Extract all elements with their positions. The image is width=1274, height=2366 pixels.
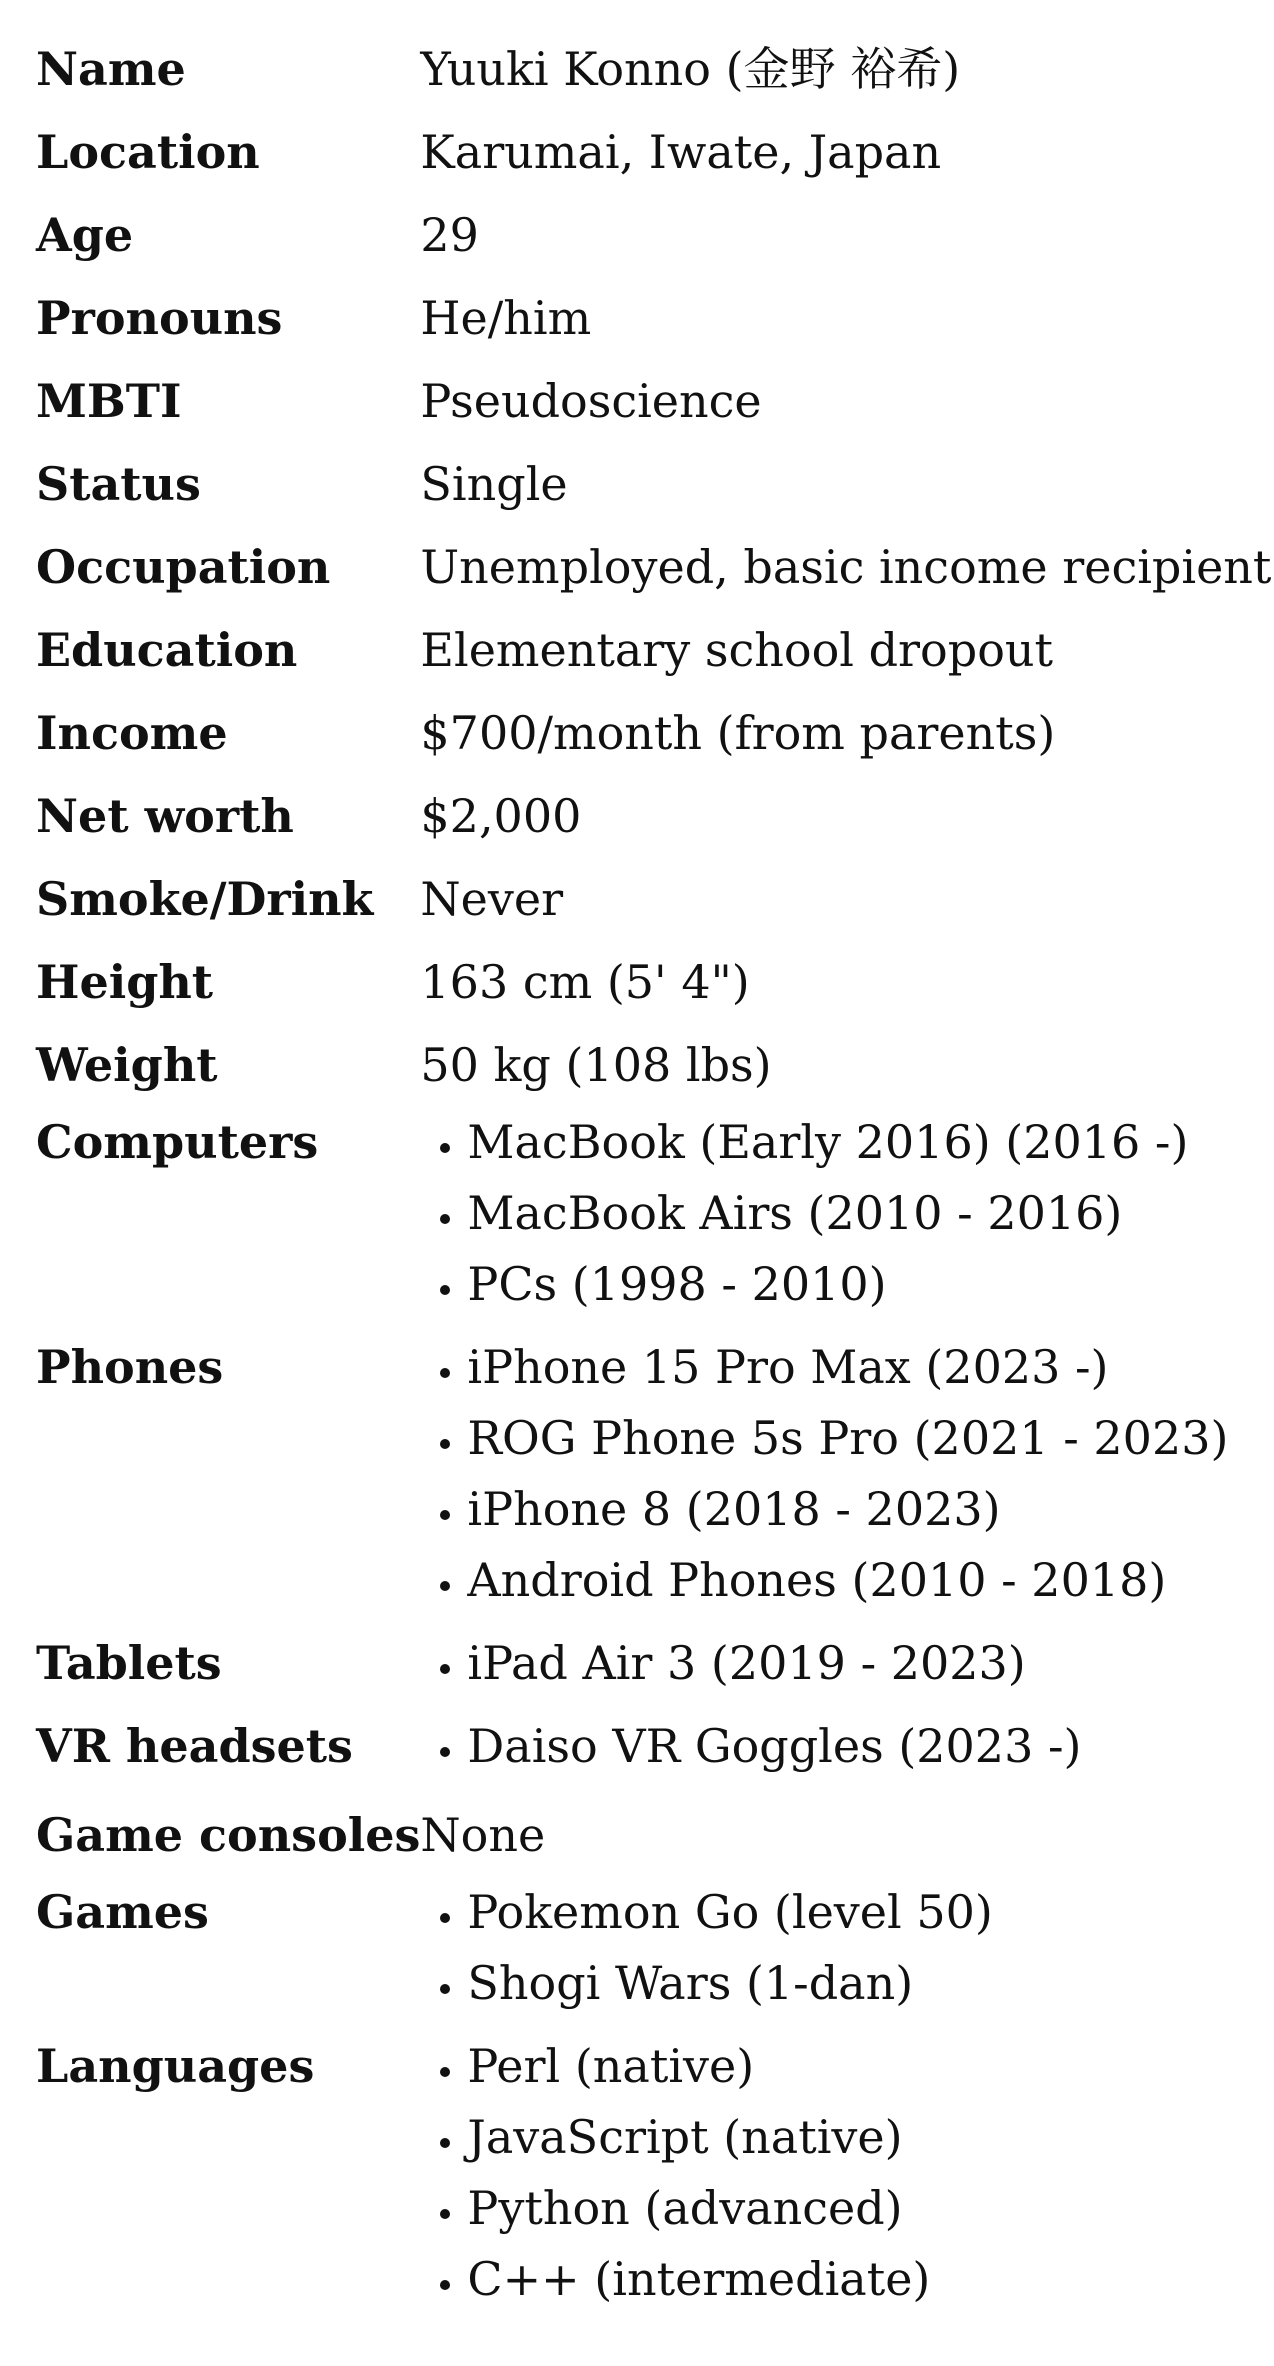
age-label: Age [36,208,134,262]
tablets-list [420,1628,1271,1699]
weight-label: Weight [36,1038,218,1092]
row-tablets [36,1628,1271,1711]
row-location [36,111,1271,194]
row-age [36,194,1271,277]
list-item: • iPad Air 3 (2019 - 2023) [467,1628,1271,1699]
income-label: Income [36,706,228,760]
age-value: 29 [420,208,479,262]
pronouns-value: He/him [420,291,592,345]
games-list [420,1877,1271,2019]
phones-list [420,1332,1271,1616]
location-label: Location [36,125,260,179]
row-vr-headsets [36,1711,1271,1794]
net-worth-label: Net worth [36,789,294,843]
phones-label: Phones [36,1340,224,1394]
languages-label: Languages [36,2039,315,2093]
vr-headsets-list [420,1711,1271,1782]
row-income [36,692,1271,775]
row-phones [36,1332,1271,1628]
list-item: • Perl (native) [467,2031,1271,2102]
occupation-value: Unemployed, basic income recipient [420,540,1272,594]
games-value [420,1877,1271,2031]
name-label: Name [36,42,186,96]
vr-headsets-label: VR headsets [36,1719,353,1773]
row-height [36,941,1271,1024]
income-value: $700/month (from parents) [420,706,1056,760]
pronouns-label: Pronouns [36,291,283,345]
smoke-drink-value: Never [420,872,564,926]
net-worth-value: $2,000 [420,789,582,843]
list-item: • Pokemon Go (level 50) [467,1877,1271,1948]
row-weight [36,1024,1271,1107]
row-languages [36,2031,1271,2327]
list-item: • JavaScript (native) [467,2102,1271,2173]
education-label: Education [36,623,298,677]
computers-label: Computers [36,1115,319,1169]
row-game-consoles [36,1794,1271,1877]
game-consoles-value: None [420,1808,546,1862]
row-education [36,609,1271,692]
tablets-label: Tablets [36,1636,222,1690]
game-consoles-label: Game consoles [36,1808,421,1862]
row-games [36,1877,1271,2031]
row-computers [36,1107,1271,1332]
row-name [36,28,1271,111]
list-item: • Daiso VR Goggles (2023 -) [467,1711,1271,1782]
row-pronouns [36,277,1271,360]
row-net-worth [36,775,1271,858]
row-smoke-drink [36,858,1271,941]
occupation-label: Occupation [36,540,331,594]
list-item: • Android Phones (2010 - 2018) [467,1545,1271,1616]
status-value: Single [420,457,568,511]
computers-value [420,1107,1271,1332]
mbti-value: Pseudoscience [420,374,762,428]
list-item: • PCs (1998 - 2010) [467,1249,1271,1320]
location-value: Karumai, Iwate, Japan [420,125,942,179]
status-label: Status [36,457,201,511]
smoke-drink-label: Smoke/Drink [36,872,374,926]
languages-value [420,2031,1271,2327]
list-item: • MacBook (Early 2016) (2016 -) [467,1107,1271,1178]
phones-value [420,1332,1271,1628]
computers-list [420,1107,1271,1320]
tablets-value [420,1628,1271,1711]
list-item: • iPhone 15 Pro Max (2023 -) [467,1332,1271,1403]
list-item: • iPhone 8 (2018 - 2023) [467,1474,1271,1545]
name-value: Yuuki Konno (金野 裕希) [420,42,961,96]
games-label: Games [36,1885,209,1939]
list-item: • Shogi Wars (1-dan) [467,1948,1271,2019]
row-occupation [36,526,1271,609]
vr-headsets-value [420,1711,1271,1794]
weight-value: 50 kg (108 lbs) [420,1038,772,1092]
profile-table [36,28,1271,2327]
list-item: • ROG Phone 5s Pro (2021 - 2023) [467,1403,1271,1474]
list-item: • MacBook Airs (2010 - 2016) [467,1178,1271,1249]
mbti-label: MBTI [36,374,182,428]
education-value: Elementary school dropout [420,623,1053,677]
list-item: • C++ (intermediate) [467,2244,1271,2315]
list-item: • Python (advanced) [467,2173,1271,2244]
languages-list [420,2031,1271,2315]
height-label: Height [36,955,214,1009]
row-status [36,443,1271,526]
row-mbti [36,360,1271,443]
height-value: 163 cm (5' 4") [420,955,750,1009]
